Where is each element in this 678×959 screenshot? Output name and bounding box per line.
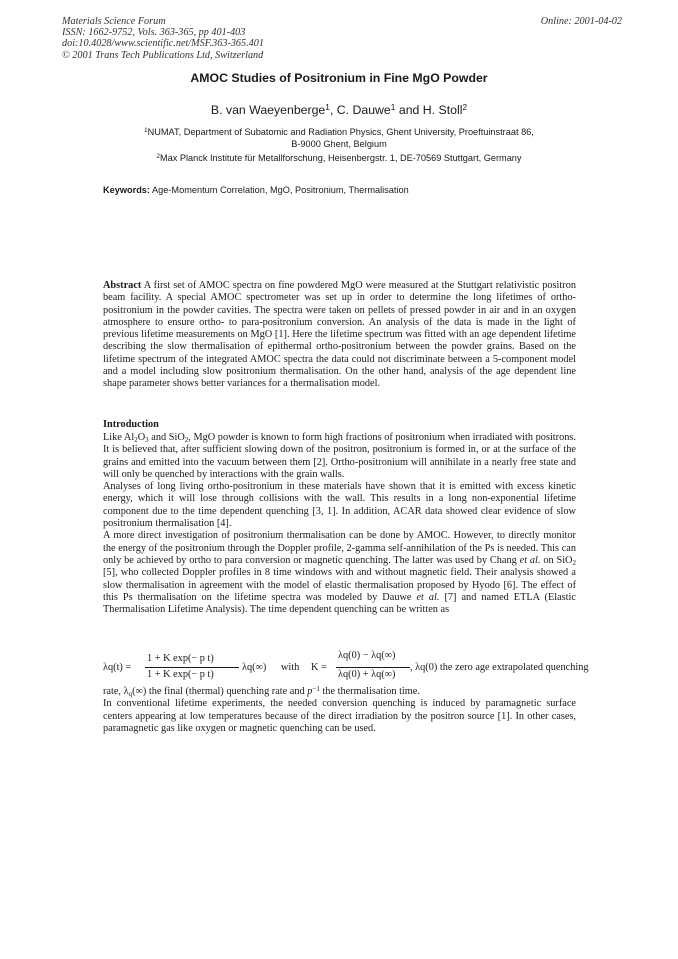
paragraph-2: Analyses of long living ortho-positronium in these materials have shown that it is emitted with excess kinetic energy, which it will lose through collisions with the wall. This results in a long non-exponential lifetime component due to the time dependent quenching [3, 1]. In addition, ACAR data showed clear evidence of slow positronium thermalisation [4]. bbox=[103, 481, 576, 530]
paragraph-4: In conventional lifetime experiments, the needed conversion quenching is induced by paramagnetic surface centers appearing at low temperatures because of the direct irradiation by the positron source [1]. In other cases, paramagnetic gas like oxygen or magnetic quenching can be used. bbox=[103, 698, 576, 734]
formula-numerator-2: λq(0) − λq(∞) bbox=[338, 650, 396, 661]
author-separator: and bbox=[395, 103, 423, 117]
doi-line: doi:10.4028/www.scientific.net/MSF.363-365.401 bbox=[62, 38, 264, 50]
author-name: C. Dauwe bbox=[336, 103, 391, 117]
formula-denominator-2: λq(0) + λq(∞) bbox=[338, 669, 396, 680]
online-date: Online: 2001-04-02 bbox=[540, 16, 622, 27]
affiliation-1 bbox=[80, 126, 598, 150]
fraction-bar bbox=[336, 667, 410, 668]
issn-line: ISSN: 1662-9752, Vols. 363-365, pp 401-403 bbox=[62, 27, 246, 39]
author-name: H. Stoll bbox=[422, 103, 463, 117]
formula-with: with bbox=[281, 662, 300, 673]
abstract bbox=[103, 280, 576, 391]
affiliation-number: 1 bbox=[144, 127, 148, 135]
paragraph-3: A more direct investigation of positronium thermalisation can be done by AMOC. However, to directly monitor the energy of the positronium through the Doppler profile, 2-gamma self-annihilation of the Ps is needed. This can only be achieved by ortho to para conversion or magnetic quenching. The latter was used by Chang et al. on SiO$_2$ [5], who collected Doppler profiles in 8 time windows with and without magnetic field. Their analysis showed a slow thermalisation in agreement with the model of elastic thermalisation proposed by Hyodo [6]. The effect of this Ps thermalisation on the lifetime spectra was modeled by Dauwe et al. [7] and named ETLA (Elastic Thermalisation Lifetime Analysis). The time dependent quenching can be written as bbox=[103, 530, 576, 616]
affiliation-2 bbox=[80, 152, 598, 164]
formula-tail: , λq(0) the zero age extrapolated quenching bbox=[410, 662, 589, 673]
introduction-text bbox=[103, 432, 576, 616]
fraction-bar bbox=[145, 667, 239, 668]
section-heading-introduction: Introduction bbox=[103, 419, 159, 430]
author-affiliation-mark: 2 bbox=[462, 102, 468, 113]
keywords-text: Age-Momentum Correlation, MgO, Positronium, Thermalisation bbox=[149, 185, 409, 195]
formula-lhs: λq(t) = bbox=[103, 662, 132, 673]
author-separator: , bbox=[329, 103, 337, 117]
abstract-text: A first set of AMOC spectra on fine powdered MgO were measured at the Stuttgart relativistic positron beam facility. A special AMOC spectrometer was set up in order to determine the long lifetimes of ortho-positronium in the powder cavities. The spectra were taken on pellets of pressed powder in air and in an oxygen atmosphere to ensure ortho- to para-positronium conversion. An analysis of the data is made in the light of previous lifetime measurements on MgO [1]. Here the lifetime spectrum was fitted with an age dependent lifetime describing the slow thermalisation of epithermal ortho-positronium between the powder grains. Based on the lifetime spectrum of the integrated AMOC spectra the data could not discriminate between a 5-component model and a model including slow positronium thermalisation. On the other hand, analysis of the age dependent line shape parameter shows better variances for a thermalisation model. bbox=[103, 280, 576, 390]
formula-denominator-1: 1 + K exp(− p t) bbox=[147, 669, 214, 680]
affiliation-line: Max Planck Institute für Metallforschung, Heisenbergstr. 1, DE-70569 Stuttgart, Germany bbox=[159, 153, 522, 163]
quenching-formula bbox=[103, 650, 589, 686]
author-affiliation-mark: 1 bbox=[325, 102, 330, 113]
paper-title: AMOC Studies of Positronium in Fine MgO Powder bbox=[190, 71, 488, 85]
formula-lambda-infinity: λq(∞) bbox=[242, 662, 267, 673]
affiliation-line: NUMAT, Department of Subatomic and Radiation Physics, Ghent University, Proeftuinstraat 86, bbox=[147, 127, 534, 137]
formula-numerator-1: 1 + K exp(− p t) bbox=[147, 653, 214, 664]
formula-explanation: rate, $\lambda_q(\infty)$ the final (thermal) quenching rate and $p^{-1}$ the thermalisation time. bbox=[103, 684, 420, 698]
publication-header bbox=[62, 16, 622, 61]
paragraph-1: Like $Al_2O_3$ and SiO$_2$, MgO powder is known to form high fractions of positronium when irradiated with positrons. It is believed that, after sufficient slowing down of the positron, positronium is formed in, or at the surface of the grains and emitted into the vacuum between them [2]. Ortho-positronium will annihilate in a nearly free state and will only be quenched by interactions with the grain walls. bbox=[103, 432, 576, 480]
affiliation-number: 2 bbox=[156, 153, 160, 161]
formula-k-equals: K = bbox=[311, 662, 327, 673]
journal-name: Materials Science Forum bbox=[62, 16, 166, 27]
affiliation-line: B-9000 Ghent, Belgium bbox=[291, 139, 387, 150]
author-affiliation-mark: 1 bbox=[390, 102, 396, 113]
after-formula-text bbox=[103, 686, 576, 735]
abstract-label: Abstract bbox=[103, 280, 142, 291]
author-name: B. van Waeyenberge bbox=[210, 103, 326, 117]
keywords-label: Keywords: bbox=[103, 185, 150, 195]
author-list bbox=[0, 103, 678, 117]
keywords bbox=[103, 185, 409, 195]
copyright-line: © 2001 Trans Tech Publications Ltd, Switzerland bbox=[62, 49, 264, 61]
